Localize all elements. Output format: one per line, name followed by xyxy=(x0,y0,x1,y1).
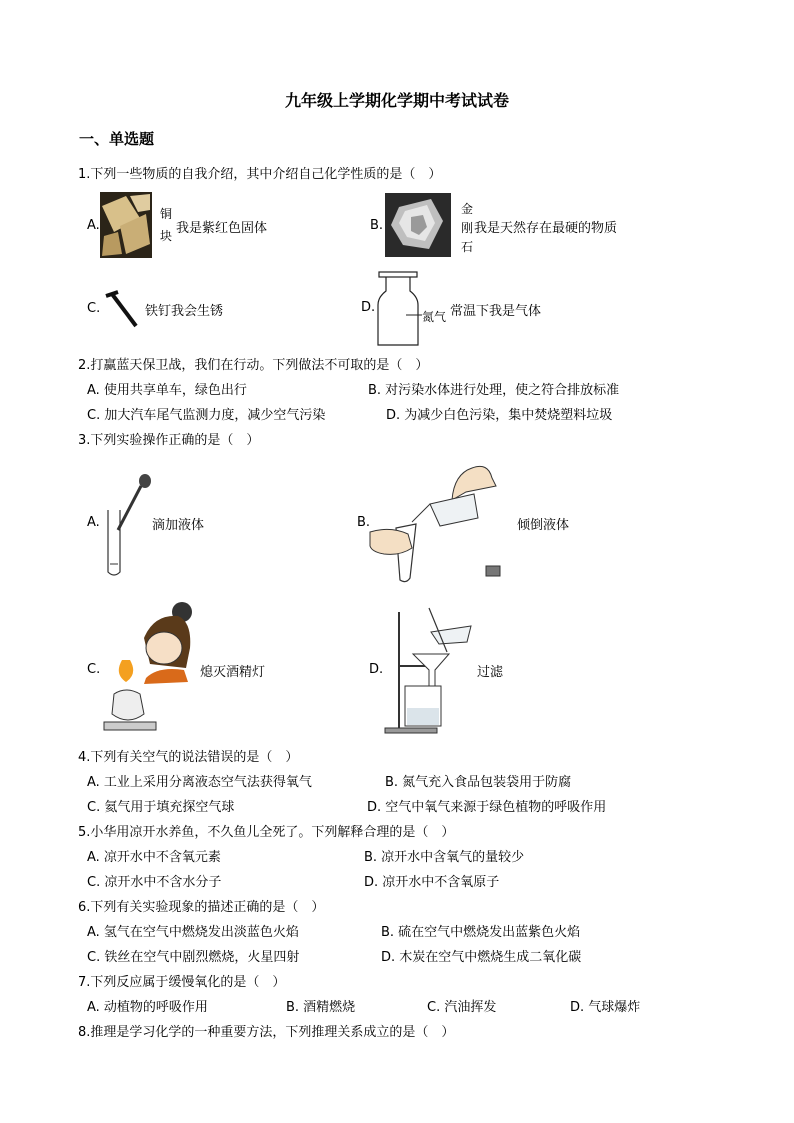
page-title: 九年级上学期化学期中考试试卷 xyxy=(284,91,509,110)
q5-option-b: B. 凉开水中含氧气的量较少 xyxy=(364,850,525,865)
q6-option-c: C. 铁丝在空气中剧烈燃烧，火星四射 xyxy=(87,950,300,965)
question-6-stem: 6.下列有关实验现象的描述正确的是（ ） xyxy=(78,900,325,915)
q3-option-b-text: 倾倒液体 xyxy=(517,518,570,533)
q1-b-name-top: 金 xyxy=(461,202,474,216)
q7-option-c: C. 汽油挥发 xyxy=(427,1000,497,1015)
q1-option-b-letter: B. xyxy=(370,218,384,233)
question-8-stem: 8.推理是学习化学的一种重要方法，下列推理关系成立的是（ ） xyxy=(78,1025,455,1040)
q6-option-d: D. 木炭在空气中燃烧生成二氧化碳 xyxy=(381,950,582,965)
q2-option-a: A. 使用共享单车，绿色出行 xyxy=(87,383,247,398)
q5-option-d: D. 凉开水中不含氧原子 xyxy=(364,875,500,890)
q3-option-d-letter: D. xyxy=(369,662,384,677)
question-2-stem: 2.打赢蓝天保卫战，我们在行动。下列做法不可取的是（ ） xyxy=(78,358,429,373)
q3-option-b-letter: B. xyxy=(357,515,371,530)
q5-option-c: C. 凉开水中不含水分子 xyxy=(87,875,222,890)
question-5-stem: 5.小华用凉开水养鱼，不久鱼儿全死了。下列解释合理的是（ ） xyxy=(78,825,455,840)
filtration-apparatus-image xyxy=(385,608,475,734)
q6-option-a: A. 氢气在空气中燃烧发出淡蓝色火焰 xyxy=(87,925,299,940)
blow-out-alcohol-lamp-image xyxy=(104,598,194,734)
q2-option-b: B. 对污染水体进行处理，使之符合排放标准 xyxy=(368,383,620,398)
q5-option-a: A. 凉开水中不含氧元素 xyxy=(87,850,221,865)
section-heading: 一、单选题 xyxy=(79,130,155,148)
q1-option-c-letter: C. xyxy=(87,301,101,316)
q7-option-d: D. 气球爆炸 xyxy=(570,1000,641,1015)
q2-option-d: D. 为减少白色污染，集中焚烧塑料垃圾 xyxy=(386,408,613,423)
q1-option-b-text: 我是天然存在最硬的物质 xyxy=(474,221,618,236)
q1-b-name-bottom: 石 xyxy=(461,240,474,254)
q3-option-c-text: 熄灭酒精灯 xyxy=(200,665,266,680)
question-7-stem: 7.下列反应属于缓慢氧化的是（ ） xyxy=(78,975,286,990)
q1-a-name-top: 铜 xyxy=(160,207,173,221)
q4-option-c: C. 氦气用于填充探空气球 xyxy=(87,800,235,815)
q3-option-a-text: 滴加液体 xyxy=(152,518,205,533)
q1-option-c-text: 铁钉我会生锈 xyxy=(145,304,224,319)
q4-option-a: A. 工业上采用分离液态空气法获得氧气 xyxy=(87,775,312,790)
diamond-image xyxy=(385,193,451,257)
q7-option-b: B. 酒精燃烧 xyxy=(286,1000,356,1015)
pouring-liquid-image xyxy=(370,460,510,585)
q3-option-d-text: 过滤 xyxy=(477,665,504,680)
iron-nail-image xyxy=(104,288,140,330)
question-1-stem: 1.下列一些物质的自我介绍，其中介绍自己化学性质的是（ ） xyxy=(78,167,442,182)
q3-option-a-letter: A. xyxy=(87,515,100,530)
q1-option-d-text: 常温下我是气体 xyxy=(450,304,542,319)
q1-option-a-text: 我是紫红色固体 xyxy=(176,221,268,236)
q4-option-b: B. 氮气充入食品包装袋用于防腐 xyxy=(385,775,572,790)
q4-option-d: D. 空气中氧气来源于绿色植物的呼吸作用 xyxy=(367,800,607,815)
copper-block-image xyxy=(100,192,152,258)
q1-b-name-mid: 刚 xyxy=(461,221,474,235)
q1-a-name-bottom: 块 xyxy=(160,229,173,243)
q1-option-a-letter: A. xyxy=(87,218,100,233)
question-4-stem: 4.下列有关空气的说法错误的是（ ） xyxy=(78,750,299,765)
dropper-test-tube-image xyxy=(104,472,154,578)
q3-option-c-letter: C. xyxy=(87,662,101,677)
q7-option-a: A. 动植物的呼吸作用 xyxy=(87,1000,208,1015)
q1-d-label: 氮气 xyxy=(422,310,447,324)
question-3-stem: 3.下列实验操作正确的是（ ） xyxy=(78,433,260,448)
q6-option-b: B. 硫在空气中燃烧发出蓝紫色火焰 xyxy=(381,925,581,940)
q1-option-d-letter: D. xyxy=(361,300,376,315)
q2-option-c: C. 加大汽车尾气监测力度，减少空气污染 xyxy=(87,408,326,423)
